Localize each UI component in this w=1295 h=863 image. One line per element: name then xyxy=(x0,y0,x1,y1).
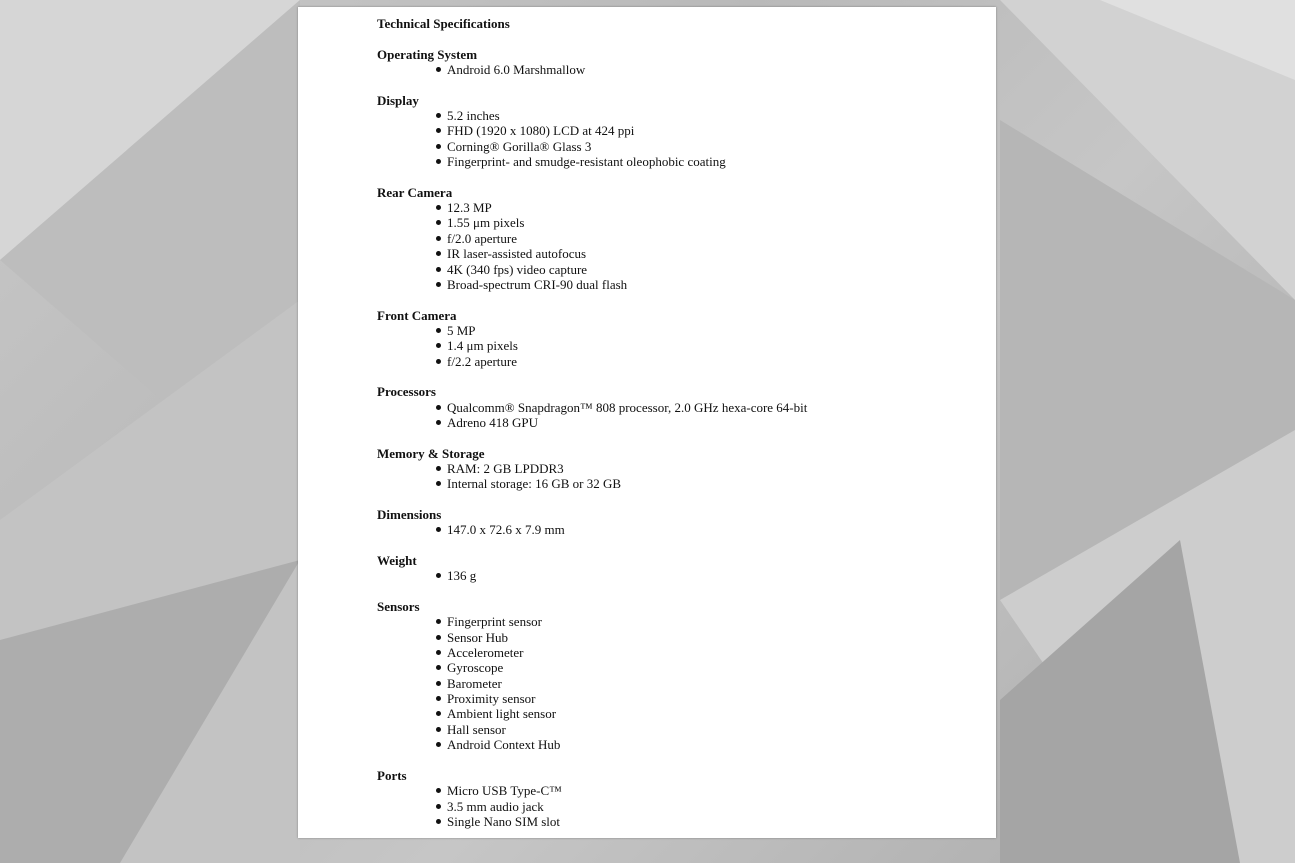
section-display xyxy=(377,93,986,170)
list-item: 1.4 μm pixels xyxy=(436,338,986,353)
list-item: Qualcomm® Snapdragon™ 808 processor, 2.0 GHz hexa-core 64-bit xyxy=(436,400,986,415)
spec-list xyxy=(377,400,986,431)
list-item: Adreno 418 GPU xyxy=(436,415,986,430)
list-item: f/2.2 aperture xyxy=(436,354,986,369)
list-item: Broad-spectrum CRI-90 dual flash xyxy=(436,277,986,292)
spec-list xyxy=(377,568,986,583)
list-item: Hall sensor xyxy=(436,722,986,737)
section-memory-storage xyxy=(377,446,986,492)
list-item: 136 g xyxy=(436,568,986,583)
list-item: 12.3 MP xyxy=(436,200,986,215)
section-heading: Front Camera xyxy=(377,307,457,323)
list-item: Micro USB Type-C™ xyxy=(436,783,986,798)
list-item: 1.55 μm pixels xyxy=(436,215,986,230)
list-item: Corning® Gorilla® Glass 3 xyxy=(436,139,986,154)
list-item: f/2.0 aperture xyxy=(436,231,986,246)
section-rear-camera xyxy=(377,185,986,292)
section-sensors xyxy=(377,599,986,752)
list-item: 147.0 x 72.6 x 7.9 mm xyxy=(436,522,986,537)
list-item: Android Context Hub xyxy=(436,737,986,752)
spec-content xyxy=(377,16,986,838)
section-dimensions xyxy=(377,507,986,538)
section-weight xyxy=(377,553,986,584)
document-page xyxy=(298,7,996,838)
spec-list xyxy=(377,461,986,492)
list-item: 3.5 mm audio jack xyxy=(436,799,986,814)
spec-list xyxy=(377,614,986,752)
section-ports xyxy=(377,768,986,829)
section-operating-system xyxy=(377,47,986,78)
section-heading: Ports xyxy=(377,767,407,783)
list-item: Proximity sensor xyxy=(436,691,986,706)
list-item: Android 6.0 Marshmallow xyxy=(436,62,986,77)
section-processors xyxy=(377,384,986,430)
list-item: Fingerprint- and smudge-resistant oleophobic coating xyxy=(436,154,986,169)
section-heading: Operating System xyxy=(377,46,478,62)
list-item: Internal storage: 16 GB or 32 GB xyxy=(436,476,986,491)
list-item: Ambient light sensor xyxy=(436,706,986,721)
list-item: RAM: 2 GB LPDDR3 xyxy=(436,461,986,476)
document-title: Technical Specifications xyxy=(377,16,510,31)
list-item: Sensor Hub xyxy=(436,630,986,645)
section-heading: Rear Camera xyxy=(377,184,453,200)
list-item: IR laser-assisted autofocus xyxy=(436,246,986,261)
section-heading: Memory & Storage xyxy=(377,445,485,461)
list-item: Gyroscope xyxy=(436,660,986,675)
section-heading: Display xyxy=(377,92,419,108)
list-item: Single Nano SIM slot xyxy=(436,814,986,829)
list-item: 5 MP xyxy=(436,323,986,338)
spec-list xyxy=(377,108,986,169)
spec-list xyxy=(377,62,986,77)
spec-list xyxy=(377,200,986,292)
section-front-camera xyxy=(377,308,986,369)
list-item: Accelerometer xyxy=(436,645,986,660)
list-item: Fingerprint sensor xyxy=(436,614,986,629)
spec-list xyxy=(377,323,986,369)
list-item: 5.2 inches xyxy=(436,108,986,123)
section-heading: Processors xyxy=(377,384,436,400)
section-heading: Weight xyxy=(377,553,417,569)
list-item: Barometer xyxy=(436,676,986,691)
spec-list xyxy=(377,783,986,829)
list-item: FHD (1920 x 1080) LCD at 424 ppi xyxy=(436,123,986,138)
list-item: 4K (340 fps) video capture xyxy=(436,262,986,277)
spec-list xyxy=(377,522,986,537)
section-heading: Dimensions xyxy=(377,507,442,522)
section-heading: Sensors xyxy=(377,599,420,615)
